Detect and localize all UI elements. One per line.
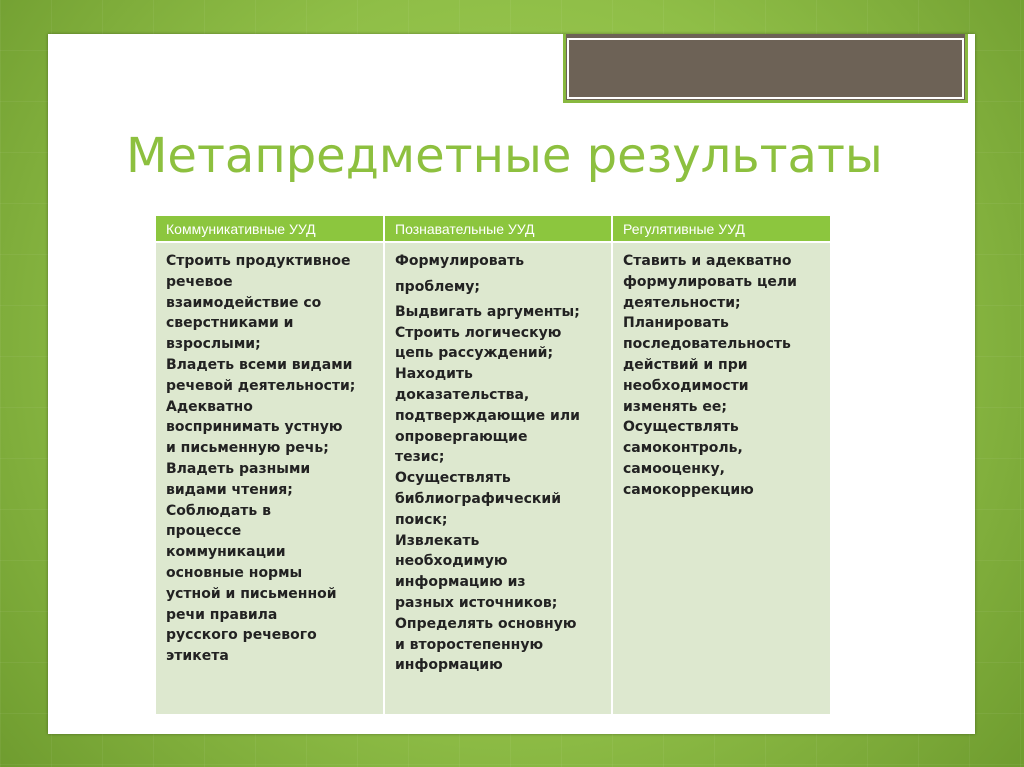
cell-text-line: опровергающие	[395, 428, 528, 445]
cell-communicative	[156, 242, 384, 714]
cell-text-line: основные нормы	[166, 564, 303, 581]
cell-text-line: Строить логическую	[395, 324, 562, 341]
cell-text-line: и второстепенную	[395, 636, 544, 653]
cell-text-line: Выдвигать аргументы;	[395, 303, 580, 320]
cell-text-line: Осуществлять	[623, 419, 739, 436]
cell-text-line: разных источников;	[395, 594, 558, 611]
cell-cognitive	[384, 242, 612, 714]
cell-text-line: воспринимать устную	[166, 419, 343, 436]
cell-text-line: самокоррекцию	[623, 481, 754, 498]
cell-text-line: формулировать цели	[623, 273, 797, 290]
cell-text-line: самооценку,	[623, 460, 725, 477]
cell-text-line: доказательства,	[395, 386, 530, 403]
header-regulative: Регулятивные УУД	[612, 216, 830, 242]
cell-text-line: Владеть разными	[166, 460, 311, 477]
cell-text-line: устной и письменной	[166, 585, 337, 602]
cell-text-line: процессе	[166, 523, 242, 540]
cell-text-line: последовательность	[623, 336, 791, 353]
cell-text-line: речевое	[166, 273, 233, 290]
table-row	[156, 242, 830, 714]
cell-text-line: Планировать	[623, 315, 729, 332]
cell-text-line: Владеть всеми видами	[166, 356, 353, 373]
cell-text-line: информацию из	[395, 574, 526, 591]
cell-text-line: взрослыми;	[166, 336, 261, 353]
cell-text-line: библиографический	[395, 490, 562, 507]
cell-text-line: необходимую	[395, 553, 508, 570]
cell-text-line: видами чтения;	[166, 481, 293, 498]
cell-text-line: сверстниками и	[166, 315, 294, 332]
cell-text-line: поиск;	[395, 511, 448, 528]
cell-text-line: действий и при	[623, 356, 748, 373]
table-header-row	[156, 216, 830, 242]
cell-text-line: Адекватно	[166, 398, 253, 415]
uud-table	[156, 216, 830, 714]
cell-text-line: Находить	[395, 366, 473, 383]
cell-text-line: взаимодействие со	[166, 294, 322, 311]
cell-text-line: Формулировать	[395, 253, 525, 269]
header-communicative: Коммуникативные УУД	[156, 216, 384, 242]
slide-title: Метапредметные результаты	[126, 128, 883, 184]
cell-text-line: и письменную речь;	[166, 440, 329, 457]
cell-text-line: коммуникации	[166, 544, 286, 561]
cell-text-line: информацию	[395, 657, 503, 674]
cell-text-line: речевой деятельности;	[166, 377, 356, 394]
cell-text-line: речи правила	[166, 606, 278, 623]
cell-text-line: этикета	[166, 648, 229, 665]
cell-text-line: самоконтроль,	[623, 440, 743, 457]
cell-text-line: Ставить и адекватно	[623, 253, 792, 269]
cell-text-line: подтверждающие или	[395, 407, 580, 424]
cell-text-line: Соблюдать в	[166, 502, 271, 519]
header-cognitive: Познавательные УУД	[384, 216, 612, 242]
cell-text-line: Определять основную	[395, 615, 577, 632]
cell-text-line: необходимости	[623, 377, 749, 394]
cell-regulative	[612, 242, 830, 714]
cell-text-line: русского речевого	[166, 627, 317, 644]
cell-text-line: Строить продуктивное	[166, 253, 351, 269]
cell-text-line: цепь рассуждений;	[395, 345, 554, 362]
cell-text-line: тезис;	[395, 449, 445, 466]
cell-text-line: изменять ее;	[623, 398, 727, 415]
cell-text-line: Осуществлять	[395, 470, 511, 487]
cell-text-line: Извлекать	[395, 532, 480, 549]
cell-text-line: проблему;	[395, 278, 481, 295]
decorative-header-box	[563, 34, 968, 103]
cell-text-line: деятельности;	[623, 294, 741, 311]
